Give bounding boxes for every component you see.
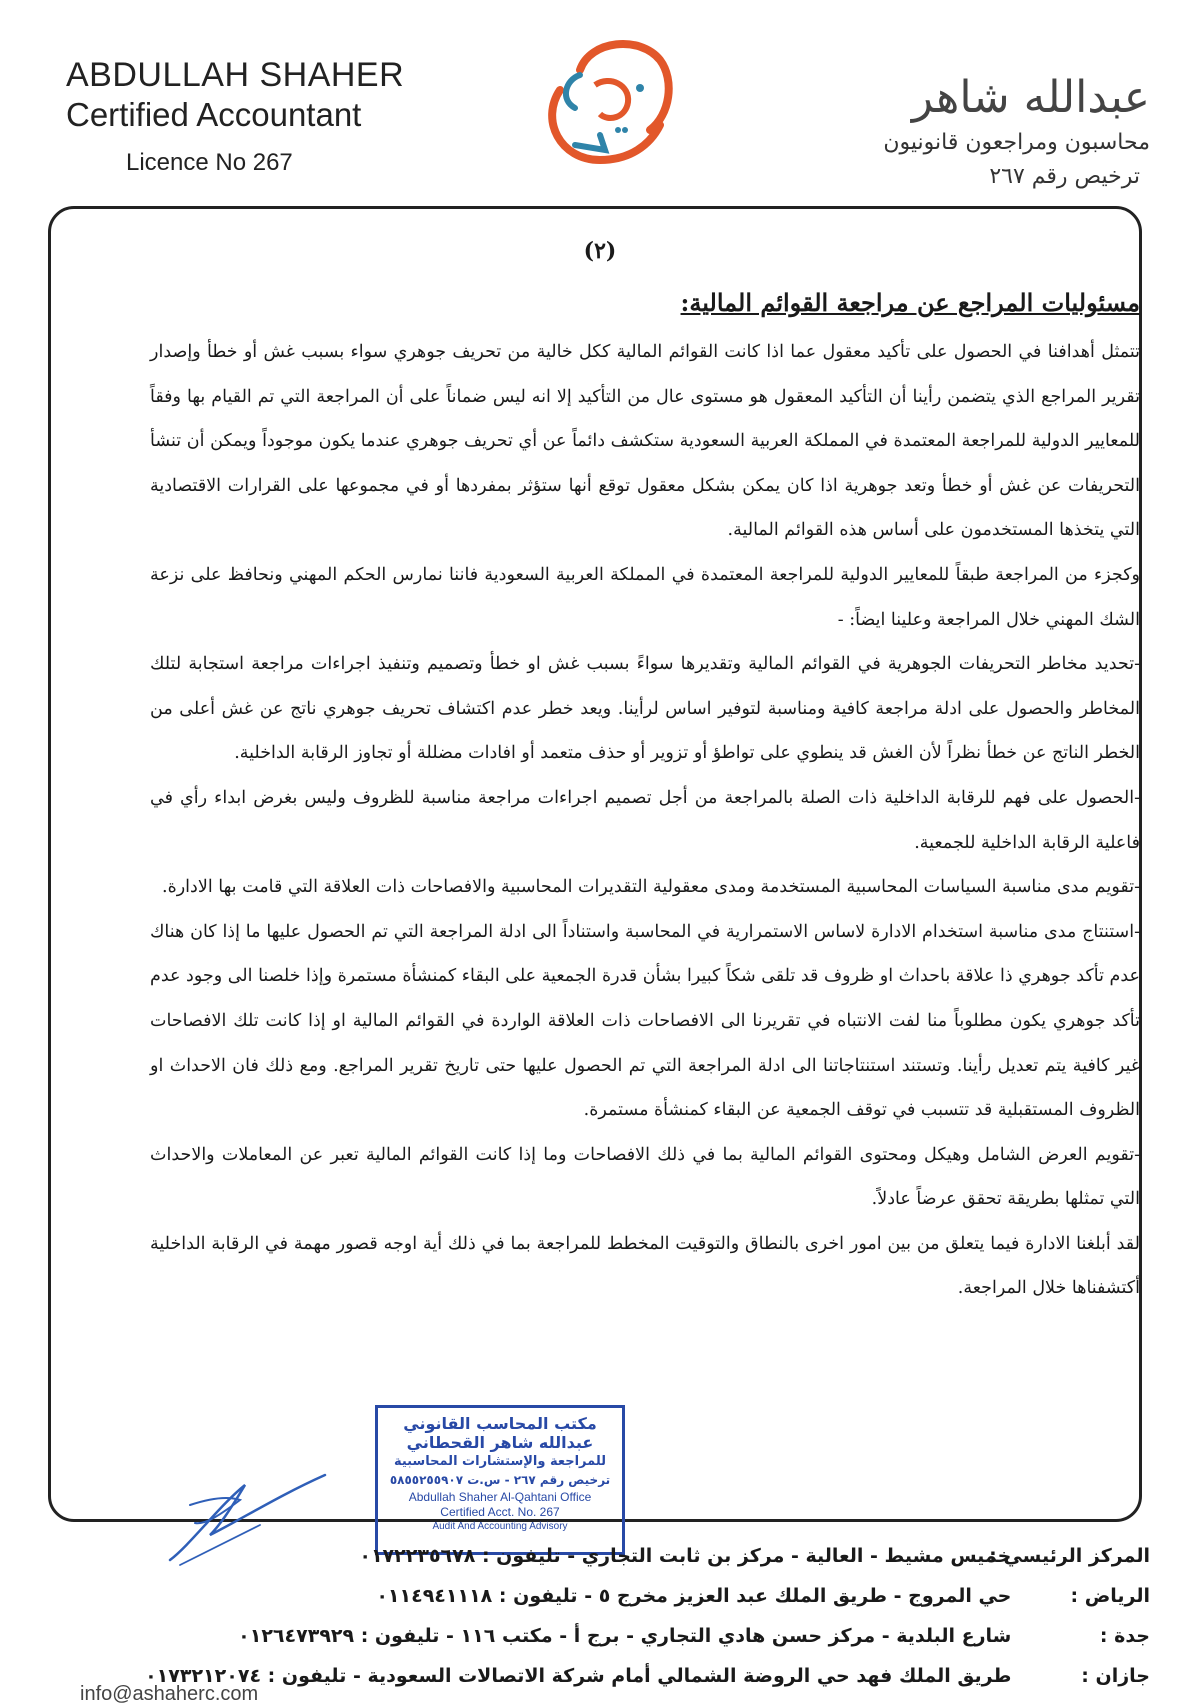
firm-title-ar: محاسبون ومراجعون قانونيون [883, 130, 1150, 155]
branch-phone: تليفون : ٠١٧٣٢١٢٠٧٤ [145, 1665, 347, 1687]
paragraph: -الحصول على فهم للرقابة الداخلية ذات الصلة بالمراجعة من أجل تصميم اجراءات مراجعة مناسبة للظروف وليس بغرض ابداء رأي في فاعلية الرقابة الداخلية للجمعية. [150, 787, 1140, 853]
paragraph: تتمثل أهدافنا في الحصول على تأكيد معقول عما اذا كانت القوائم المالية ككل خالية من تحريف جوهري سواء بسبب غش أو خطأ وإصدار تقرير المراجع الذي يتضمن رأينا أن التأكيد المعقول هو مستوى عال من التأكيد إلا انه ليس ضماناً على أن المراجعة التي تم القيام بها وفقاً للمعايير الدولية للمراجعة المعتمدة في المملكة العربية السعودية ستكشف دائماً عن أي تحريف جوهري عندما يكون موجوداً ويمكن أن تنشأ التحريفات عن غش أو خطأ وتعد جوهرية اذا كان يمكن بشكل معقول توقع أنها ستؤثر بمفردها أو في مجموعها على القرارات الاقتصادية التي يتخذها المستخدمون على أساس هذه القوائم المالية. [150, 342, 1140, 541]
report-body [150, 330, 1140, 1311]
stamp-line: Abdullah Shaher Al-Qahtani Office [408, 1490, 592, 1504]
office-stamp [375, 1405, 625, 1555]
branch-label: جدة : [1099, 1625, 1150, 1647]
firm-title-en: Certified Accountant [66, 96, 362, 133]
paragraph: لقد أبلغنا الادارة فيما يتعلق من بين امور اخرى بالنطاق والتوقيت المخطط للمراجعة بما في ذلك أية اوجه قصور مهمة في الرقابة الداخلية أكتشفناها خلال المراجعة. [150, 1233, 1140, 1299]
branch-label: جازان : [1081, 1665, 1150, 1687]
branch-address: طريق الملك فهد حي الروضة الشمالي أمام شركة الاتصالات السعودية - [352, 1665, 1012, 1687]
branch-address: حي المروج - طريق الملك عبد العزيز مخرج ٥ - [584, 1585, 1012, 1607]
footer-row [70, 1576, 1150, 1616]
firm-name-en: ABDULLAH SHAHER [66, 56, 405, 94]
licence-en: Licence No 267 [126, 149, 293, 176]
footer-row [70, 1536, 1150, 1576]
branch-label: المركز الرئيسي : [989, 1545, 1150, 1567]
header-arabic [790, 70, 1150, 194]
paragraph: وكجزء من المراجعة طبقاً للمعايير الدولية للمراجعة المعتمدة في المملكة العربية السعودية فاننا نمارس الحكم المهني ونحافظ على نزعة الشك المهني خلال المراجعة وعلينا ايضاً: - [150, 564, 1140, 630]
header-english [66, 55, 406, 177]
section-heading: مسئوليات المراجع عن مراجعة القوائم المالية: [680, 288, 1140, 317]
paragraph: -استنتاج مدى مناسبة استخدام الادارة لاساس الاستمرارية في المحاسبة واستناداً الى ادلة المراجعة التي تم الحصول عليها ما إذا كان هناك عدم تأكد جوهري ذا علاقة باحداث او ظروف قد تلقى شكاً كبيرا بشأن قدرة الجمعية على البقاء كمنشأة مستمرة وإذا خلصنا الى وجود عدم تأكد جوهري يكون مطلوباً منا لفت الانتباه في تقريرنا الى الافصاحات ذات العلاقة الواردة في القوائم المالية او إذا كانت تلك الافصاحات غير كافية يتم تعديل رأينا. وتستند استنتاجاتنا الى ادلة المراجعة التي تم الحصول عليها حتى تاريخ تقرير المراجع. ومع ذلك فان الاحداث او الظروف المستقبلية قد تتسبب في توقف الجمعية عن البقاء كمنشأة مستمرة. [150, 921, 1140, 1121]
branch-label: الرياض : [1070, 1585, 1150, 1607]
branch-phone: تليفون : ٠١٧٢٢٣٥٦٧٨ [359, 1545, 561, 1567]
branch-phone: تليفون : ٠١١٤٩٤١١١٨ [376, 1585, 578, 1607]
ash-monogram-logo [520, 30, 690, 180]
branch-address: شارع البلدية - مركز حسن هادي التجاري - برج أ - مكتب ١١٦ - [446, 1625, 1012, 1647]
footer-row [70, 1616, 1150, 1656]
stamp-line: للمراجعة والإستشارات المحاسبية [393, 1454, 607, 1469]
stamp-line: Audit And Accounting Advisory [432, 1521, 568, 1532]
footer-email[interactable]: info@ashaherc.com [80, 1683, 259, 1705]
stamp-line: Certified Acct. No. 267 [440, 1505, 560, 1519]
footer-addresses [70, 1536, 1150, 1696]
paragraph: -تقويم العرض الشامل وهيكل ومحتوى القوائم المالية بما في ذلك الافصاحات وما إذا كانت القوائم المالية تعبر عن المعاملات والاحداث التي تمثلها بطريقة تحقق عرضاً عادلاً. [150, 1144, 1140, 1210]
paragraph: -تحديد مخاطر التحريفات الجوهرية في القوائم المالية وتقديرها سواءً بسبب غش او خطأ وتصميم وتنفيذ اجراءات مراجعة استجابة لتلك المخاطر والحصول على ادلة مراجعة كافية ومناسبة لتوفير اساس لرأينا. ويعد خطر عدم اكتشاف تحريف جوهري ناتج عن غش أعلى من الخطر الناتج عن خطأ نظراً لأن الغش قد ينطوي على تواطؤ أو تزوير أو حذف متعمد أو افادات مضللة أو تجاوز الرقابة الداخلية. [150, 654, 1140, 764]
stamp-line: مكتب المحاسب القانوني [403, 1414, 597, 1433]
branch-address: خميس مشيط - العالية - مركز بن ثابت التجاري - [567, 1545, 1012, 1567]
stamp-line: عبدالله شاهر القحطاني [406, 1433, 594, 1452]
page-number: (٢) [583, 238, 617, 264]
firm-name-ar: عبدالله شاهر [911, 72, 1150, 123]
stamp-line: ترخيص رقم ٢٦٧ - س.ت ٥٨٥٥٢٥٥٩٠٧ [389, 1473, 611, 1487]
branch-phone: تليفون : ٠١٢٦٤٧٣٩٢٩ [238, 1625, 440, 1647]
licence-ar: ترخيص رقم ٢٦٧ [989, 164, 1140, 189]
paragraph: -تقويم مدى مناسبة السياسات المحاسبية المستخدمة ومدى معقولية التقديرات المحاسبية والافصاحات ذات العلاقة التي قامت بها الادارة. [162, 877, 1140, 898]
